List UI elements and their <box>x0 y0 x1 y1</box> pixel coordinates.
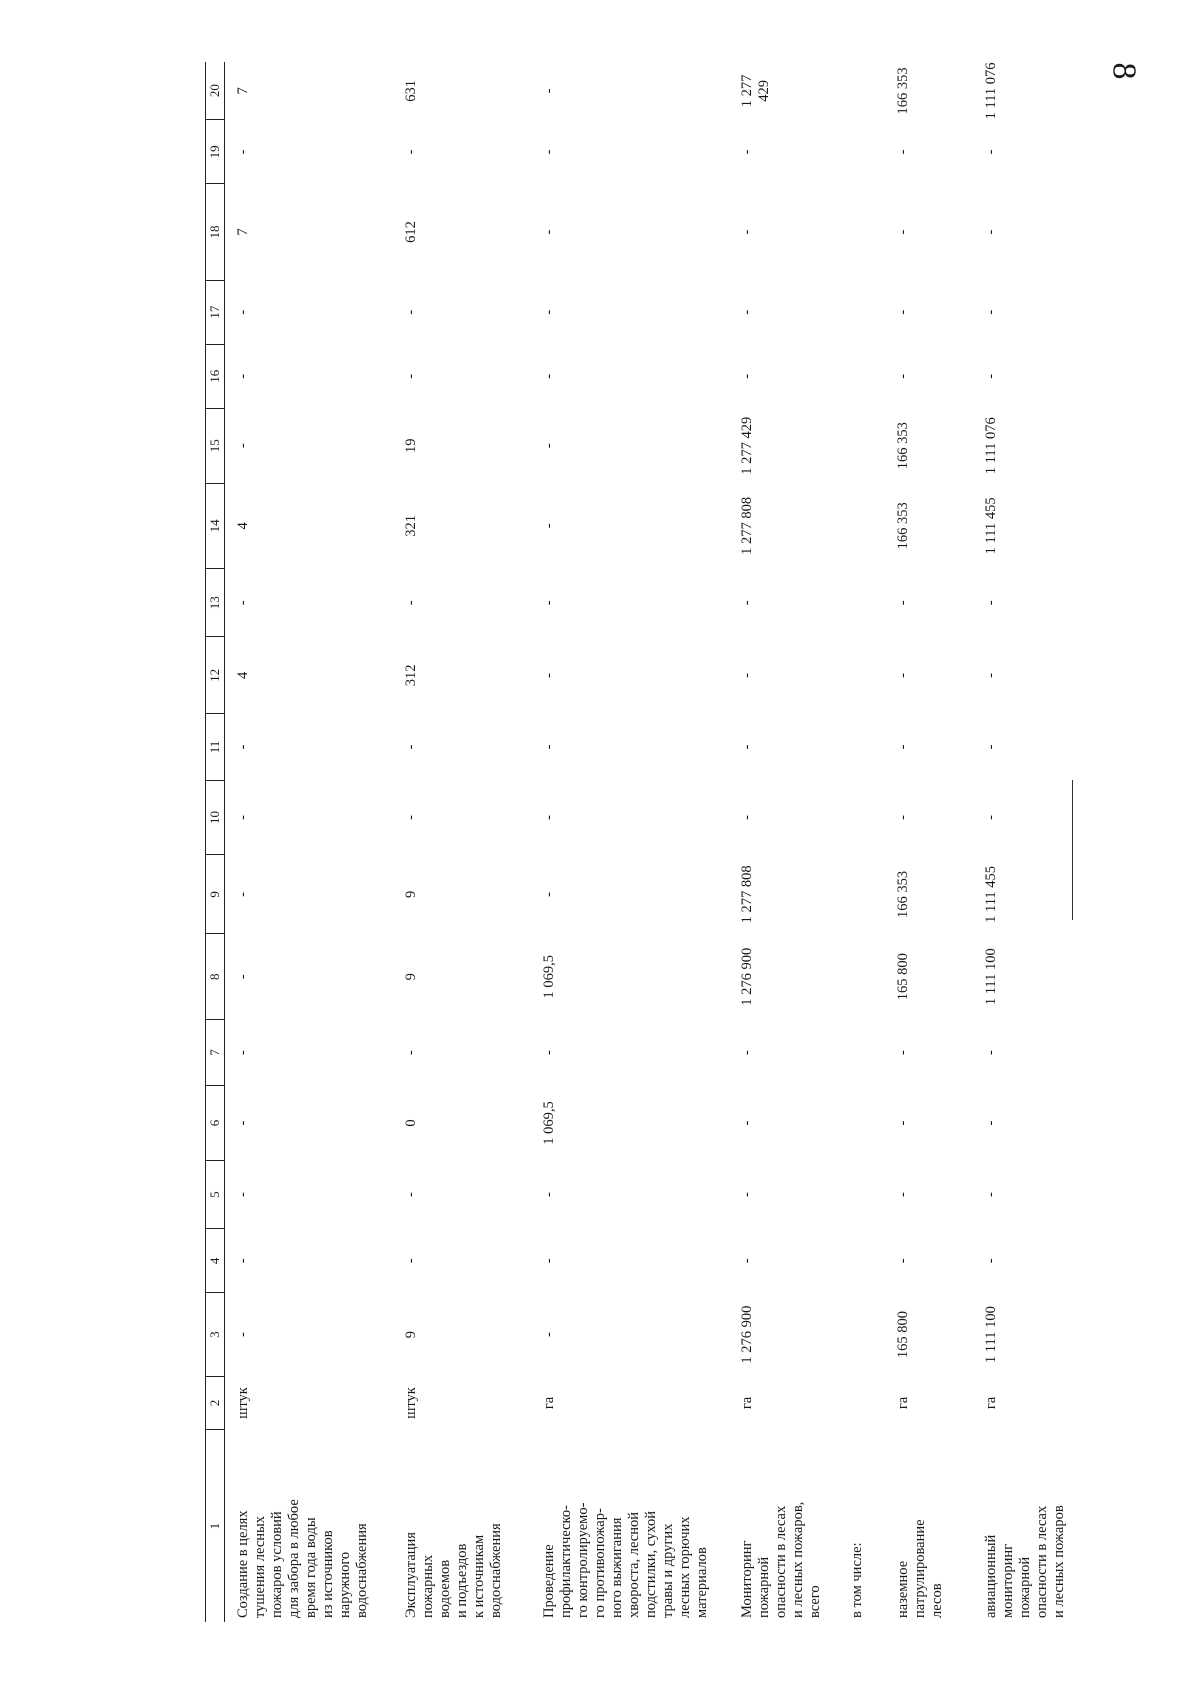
value-cell: - <box>983 600 999 606</box>
row-label-line: материалов <box>694 1547 710 1618</box>
row-label-line: опасности в лесах <box>1034 1505 1050 1618</box>
row-label <box>393 1430 531 1622</box>
table-body <box>225 62 1082 1622</box>
row-label-line: го контролируемо- <box>575 1502 591 1618</box>
value-cell: - <box>541 1332 557 1338</box>
value-cell: - <box>739 149 755 155</box>
value-cell: - <box>235 1332 251 1338</box>
table-row-operation <box>393 62 531 1622</box>
value-cell: 166 353 <box>895 502 911 550</box>
row-label-line: пожарной <box>756 1556 772 1618</box>
value-cell: 312 <box>403 664 419 687</box>
value-cell: - <box>403 1258 419 1264</box>
row-label <box>885 1430 973 1622</box>
row-label <box>973 1430 1081 1622</box>
value-cell: - <box>895 1050 911 1055</box>
column-numbers-header <box>206 62 225 1622</box>
unit-cell: га <box>895 1396 911 1410</box>
row-label-line: Создание в целях <box>235 1510 251 1618</box>
value-cell: 9 <box>403 890 419 899</box>
value-cell: - <box>541 443 557 449</box>
table-row-monitoring <box>729 62 839 1622</box>
value-cell: - <box>739 673 755 678</box>
value-cell <box>839 1086 885 1161</box>
value-cell: - <box>739 1192 755 1198</box>
value-cell: - <box>235 974 251 980</box>
value-cell: - <box>235 600 251 606</box>
header-col-19: 19 <box>206 120 225 184</box>
header-col-20: 20 <box>206 62 225 120</box>
value-cell <box>839 637 885 714</box>
value-cell: 166 353 <box>895 422 911 470</box>
value-cell: 1 277 808 <box>739 865 755 924</box>
value-cell: - <box>739 1120 755 1126</box>
value-cell: - <box>895 1258 911 1264</box>
row-label-line: хвороста, лесной <box>626 1512 642 1618</box>
header-col-12: 12 <box>206 637 225 714</box>
value-cell <box>839 280 885 344</box>
rotated-table-sheet <box>205 62 1067 1622</box>
value-cell: - <box>895 149 911 155</box>
value-cell <box>839 1019 885 1085</box>
value-cell: - <box>403 815 419 820</box>
value-cell: - <box>895 600 911 606</box>
table-row-aviation <box>973 62 1081 1622</box>
value-cell <box>839 934 885 1019</box>
row-label-line: наружного <box>337 1551 353 1618</box>
value-cell: 19 <box>403 438 419 453</box>
table-row-ground <box>885 62 973 1622</box>
header-col-16: 16 <box>206 344 225 408</box>
unit-cell: га <box>983 1396 999 1410</box>
value-cell: - <box>983 1050 999 1055</box>
row-label-line: подстилки, сухой <box>643 1511 659 1618</box>
value-cell: - <box>541 1258 557 1264</box>
value-cell: 165 800 <box>895 1311 911 1359</box>
value-cell: - <box>739 1050 755 1055</box>
value-cell: - <box>235 1120 251 1126</box>
header-col-10: 10 <box>206 780 225 855</box>
value-cell: 1 111 100 <box>983 1306 999 1364</box>
row-label-line: авиационный <box>983 1534 999 1618</box>
row-label-line: в том числе: <box>849 1542 865 1618</box>
value-cell: - <box>403 744 419 750</box>
value-cell: - <box>403 309 419 315</box>
value-cell: - <box>541 373 557 379</box>
value-cell: 321 <box>403 514 419 537</box>
value-cell: - <box>983 229 999 235</box>
value-cell: 7 <box>235 228 251 236</box>
value-cell: - <box>739 229 755 235</box>
value-cell: - <box>235 815 251 820</box>
row-label <box>729 1430 839 1622</box>
value-cell: 9 <box>403 1330 419 1339</box>
row-label-line: опасности в лесах <box>773 1505 789 1618</box>
unit-cell: га <box>541 1396 557 1410</box>
value-cell: - <box>739 1258 755 1264</box>
header-col-4: 4 <box>206 1229 225 1293</box>
row-label-line: из источников <box>320 1530 336 1618</box>
value-cell: - <box>403 373 419 379</box>
row-label-line: пожаров условий <box>269 1511 285 1618</box>
unit-cell: га <box>739 1396 755 1410</box>
header-col-11: 11 <box>206 714 225 780</box>
value-cell <box>839 344 885 408</box>
row-label-line: мониторинг <box>1000 1543 1016 1618</box>
row-label <box>531 1430 729 1622</box>
value-cell: - <box>541 229 557 235</box>
value-cell: 1 069,5 <box>541 1101 557 1145</box>
value-cell: - <box>541 309 557 315</box>
value-cell: - <box>895 1120 911 1126</box>
table-row-burning <box>531 62 729 1622</box>
value-cell: 1 277 808 <box>739 496 755 555</box>
header-col-1: 1 <box>206 1430 225 1622</box>
closing-rule <box>1072 780 1073 920</box>
value-cell: - <box>403 149 419 155</box>
value-cell: - <box>895 309 911 315</box>
row-label <box>839 1430 885 1622</box>
value-cell: 1 277 429 <box>739 74 772 108</box>
value-cell: - <box>541 892 557 897</box>
value-cell: 9 <box>403 973 419 981</box>
value-cell: - <box>895 1192 911 1198</box>
value-cell: - <box>541 815 557 820</box>
value-cell: - <box>541 523 557 529</box>
value-cell: - <box>739 600 755 606</box>
value-cell: - <box>541 600 557 606</box>
value-cell: - <box>541 149 557 155</box>
row-label-line: Проведение <box>541 1544 557 1618</box>
value-cell: 1 111 076 <box>983 62 999 120</box>
row-label-line: всего <box>807 1585 823 1618</box>
row-label-line: тушения лесных <box>252 1515 268 1618</box>
value-cell: 1 069,5 <box>541 954 557 999</box>
unit-cell <box>839 1376 885 1429</box>
value-cell: - <box>895 815 911 820</box>
row-label-line: патрулирование <box>912 1519 928 1618</box>
value-cell: - <box>235 1050 251 1055</box>
value-cell: - <box>739 309 755 315</box>
value-cell <box>839 714 885 780</box>
value-cell: - <box>895 744 911 750</box>
value-cell: - <box>541 673 557 678</box>
value-cell: - <box>983 1258 999 1264</box>
row-label-line: время года воды <box>303 1517 319 1618</box>
value-cell <box>839 569 885 637</box>
row-label-line: водоснабжения <box>488 1523 504 1618</box>
value-cell: - <box>235 149 251 155</box>
value-cell <box>839 120 885 184</box>
value-cell: - <box>235 1192 251 1198</box>
value-cell <box>839 483 885 568</box>
row-label-line: ного выжигания <box>609 1517 625 1618</box>
row-label-line: водоемов <box>437 1559 453 1618</box>
value-cell: - <box>541 1192 557 1198</box>
header-col-18: 18 <box>206 184 225 280</box>
value-cell: 4 <box>235 522 251 530</box>
header-col-6: 6 <box>206 1086 225 1161</box>
value-cell: - <box>983 673 999 678</box>
value-cell: - <box>983 149 999 155</box>
value-cell: - <box>739 744 755 750</box>
header-col-15: 15 <box>206 408 225 483</box>
value-cell <box>839 408 885 483</box>
table-row-create <box>225 62 394 1622</box>
header-col-14: 14 <box>206 483 225 568</box>
value-cell: - <box>235 892 251 897</box>
value-cell: - <box>895 673 911 678</box>
value-cell <box>839 62 885 120</box>
value-cell: - <box>983 744 999 750</box>
value-cell: - <box>983 1192 999 1198</box>
value-cell: 1 111 455 <box>983 497 999 555</box>
row-label <box>225 1430 394 1622</box>
value-cell <box>839 184 885 280</box>
row-label-line: Эксплуатация <box>403 1532 419 1618</box>
value-cell: 166 353 <box>895 870 911 918</box>
value-cell: - <box>403 1050 419 1055</box>
row-label-line: и лесных пожаров <box>1051 1505 1067 1618</box>
row-label-line: для забора в любое <box>286 1499 302 1618</box>
value-cell <box>839 1160 885 1228</box>
header-col-7: 7 <box>206 1019 225 1085</box>
header-col-3: 3 <box>206 1293 225 1376</box>
value-cell: 631 <box>403 80 419 102</box>
row-label-line: лесов <box>929 1583 945 1618</box>
header-col-13: 13 <box>206 569 225 637</box>
row-label-line: профилактическо- <box>558 1505 574 1618</box>
value-cell: - <box>403 600 419 606</box>
value-cell: - <box>235 373 251 379</box>
value-cell <box>839 1293 885 1376</box>
page-number: 8 <box>1105 62 1143 80</box>
value-cell: - <box>541 88 557 94</box>
value-cell: - <box>403 1192 419 1198</box>
header-row <box>206 62 225 1622</box>
value-cell: - <box>235 744 251 750</box>
row-label-line: травы и других <box>660 1523 676 1618</box>
header-col-2: 2 <box>206 1376 225 1429</box>
value-cell: 1 111 100 <box>983 948 999 1006</box>
row-label-line: и подъездов <box>454 1543 470 1618</box>
value-cell: - <box>983 815 999 820</box>
unit-cell: штук <box>403 1387 419 1419</box>
value-cell: - <box>541 744 557 750</box>
value-cell: 0 <box>403 1119 419 1127</box>
value-cell <box>839 1229 885 1293</box>
row-label-line: го противопожар- <box>592 1508 608 1618</box>
value-cell: - <box>235 443 251 449</box>
value-cell: - <box>739 815 755 820</box>
value-cell: - <box>895 229 911 235</box>
header-col-9: 9 <box>206 855 225 934</box>
value-cell: 1 111 455 <box>983 865 999 923</box>
value-cell: 612 <box>403 221 419 243</box>
value-cell: - <box>895 373 911 379</box>
value-cell: - <box>739 373 755 379</box>
row-label-line: и лесных пожаров, <box>790 1501 806 1618</box>
value-cell: 166 353 <box>895 67 911 115</box>
row-label-line: водоснабжения <box>354 1523 370 1618</box>
value-cell: 1 111 076 <box>983 417 999 475</box>
value-cell: 1 276 900 <box>739 1305 755 1364</box>
value-cell: 165 800 <box>895 953 911 1001</box>
forest-fire-measures-table <box>205 62 1081 1622</box>
value-cell: - <box>541 1050 557 1055</box>
row-label-line: Мониторинг <box>739 1540 755 1618</box>
header-col-5: 5 <box>206 1160 225 1228</box>
row-label-line: к источникам <box>471 1534 487 1618</box>
value-cell <box>839 855 885 934</box>
row-label-line: пожарной <box>1017 1556 1033 1618</box>
value-cell: - <box>235 1258 251 1264</box>
row-label-line: пожарных <box>420 1554 436 1618</box>
header-col-8: 8 <box>206 934 225 1019</box>
value-cell: - <box>983 309 999 315</box>
row-label-line: лесных горючих <box>677 1516 693 1618</box>
table-row-including <box>839 62 885 1622</box>
header-col-17: 17 <box>206 280 225 344</box>
value-cell: 1 276 900 <box>739 947 755 1006</box>
row-label-line: наземное <box>895 1560 911 1618</box>
value-cell: - <box>983 1120 999 1126</box>
value-cell: - <box>235 309 251 315</box>
value-cell <box>839 780 885 855</box>
value-cell: 4 <box>235 671 251 680</box>
value-cell: 1 277 429 <box>739 416 755 475</box>
unit-cell: штук <box>235 1387 251 1419</box>
value-cell: - <box>983 373 999 379</box>
value-cell: 7 <box>235 87 251 95</box>
